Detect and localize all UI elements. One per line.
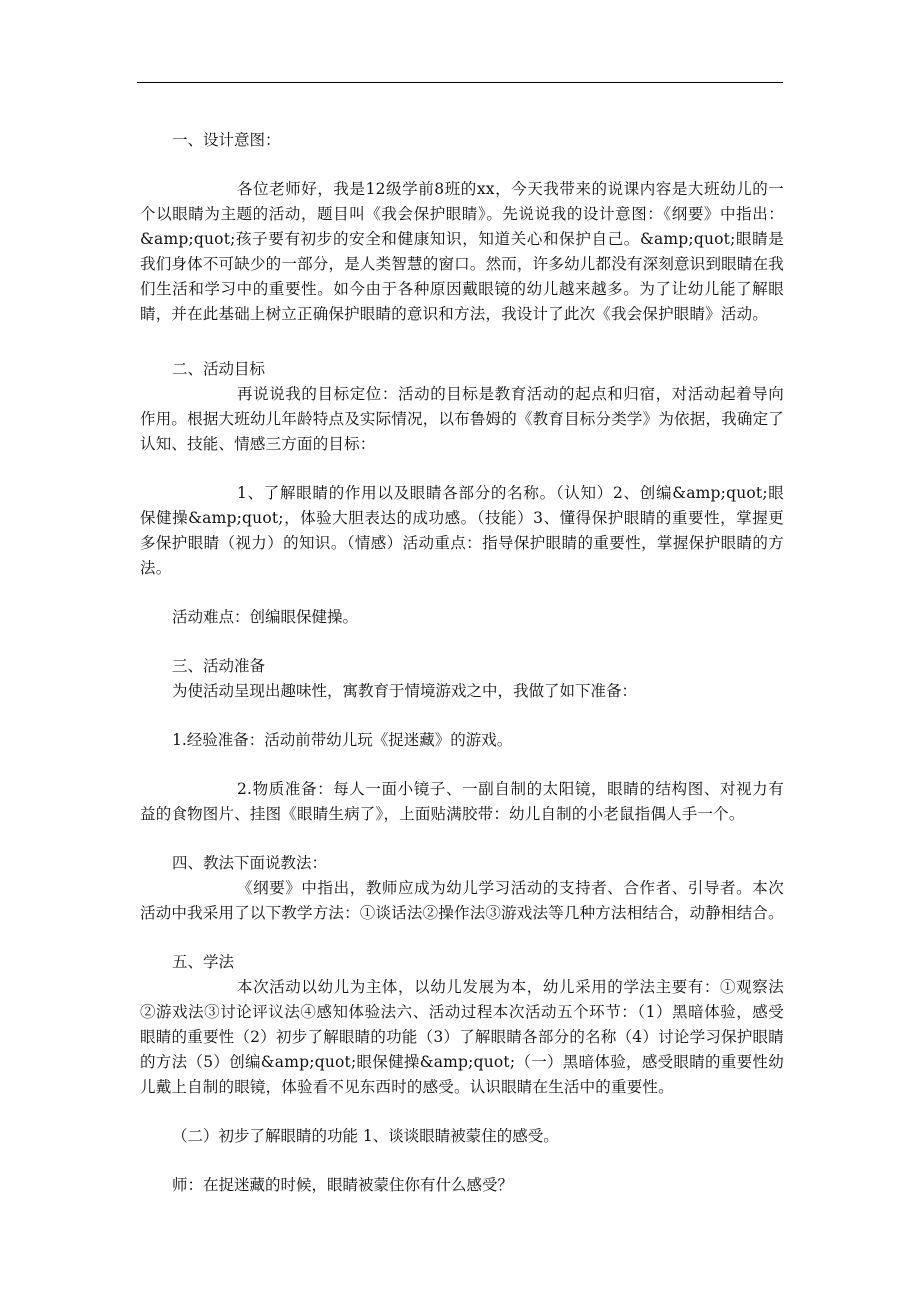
section-heading-preparation: 三、活动准备	[172, 657, 266, 675]
document-body	[140, 128, 784, 1198]
teacher-question: 师：在捉迷藏的时候，眼睛被蒙住你有什么感受？	[172, 1176, 514, 1194]
activity-goals-paragraph: 再说说我的目标定位：活动的目标是教育活动的起点和归宿，对活动起着导向作用。根据大班幼儿年龄特点及实际情况，以布鲁姆的《教育目标分类学》为依据，我确定了认知、技能、情感三方面的目标：	[140, 385, 784, 453]
preparation-materials: 2.物质准备：每人一面小镜子、一副自制的太阳镜，眼睛的结构图、对视力有益的食物图片、挂图《眼睛生病了》，上面贴满胶带：幼儿自制的小老鼠指偶人手一个。	[140, 780, 784, 823]
section-heading-design-intent: 一、设计意图：	[172, 131, 281, 149]
process-step-2: （二）初步了解眼睛的功能 1、谈谈眼睛被蒙住的感受。	[172, 1127, 559, 1145]
section-heading-activity-goals: 二、活动目标	[172, 360, 266, 378]
header-rule	[137, 82, 783, 83]
section-heading-learning-method: 五、学法	[172, 953, 235, 971]
design-intent-paragraph: 各位老师好，我是12级学前8班的xx，今天我带来的说课内容是大班幼儿的一个以眼睛为主题的活动，题目叫《我会保护眼睛》。先说说我的设计意图：《纲要》中指出：&amp;quot;孩子要有初步的安全和健康知识，知道关心和保护自己。&amp;quot;眼睛是我们身体不可缺少的一部分，是人类智慧的窗口。然而，许多幼儿都没有深刻意识到眼睛在我们生活和学习中的重要性。如今由于各种原因戴眼镜的幼儿越来越多。为了让幼儿能了解眼睛，并在此基础上树立正确保护眼睛的意识和方法，我设计了此次《我会保护眼睛》活动。	[140, 180, 784, 323]
learning-method-paragraph: 本次活动以幼儿为主体，以幼儿发展为本，幼儿采用的学法主要有：①观察法②游戏法③讨论评议法④感知体验法六、活动过程本次活动五个环节：（1）黑暗体验，感受眼睛的重要性（2）初步了解眼睛的功能（3）了解眼睛各部分的名称（4）讨论学习保护眼睛的方法（5）创编&amp;quot;眼保健操&amp;quot;（一）黑暗体验，感受眼睛的重要性幼儿戴上自制的眼镜，体验看不见东西时的感受。认识眼睛在生活中的重要性。	[140, 978, 784, 1096]
section-heading-teaching-method: 四、教法下面说教法：	[172, 854, 328, 872]
activity-difficulty: 活动难点：创编眼保健操。	[172, 608, 359, 626]
teaching-method-paragraph: 《纲要》中指出，教师应成为幼儿学习活动的支持者、合作者、引导者。本次活动中我采用了以下教学方法：①谈话法②操作法③游戏法等几种方法相结合，动静相结合。	[140, 879, 784, 922]
activity-goals-list: 1、了解眼睛的作用以及眼睛各部分的名称。（认知）2、创编&amp;quot;眼保健操&amp;quot;，体验大胆表达的成功感。（技能）3、懂得保护眼睛的重要性，掌握更多保护眼睛（视力）的知识。（情感）活动重点：指导保护眼睛的重要性，掌握保护眼睛的方法。	[140, 484, 784, 577]
preparation-intro: 为使活动呈现出趣味性，寓教育于情境游戏之中，我做了如下准备：	[172, 682, 638, 700]
preparation-experience: 1.经验准备：活动前带幼儿玩《捉迷藏》的游戏。	[172, 731, 513, 749]
